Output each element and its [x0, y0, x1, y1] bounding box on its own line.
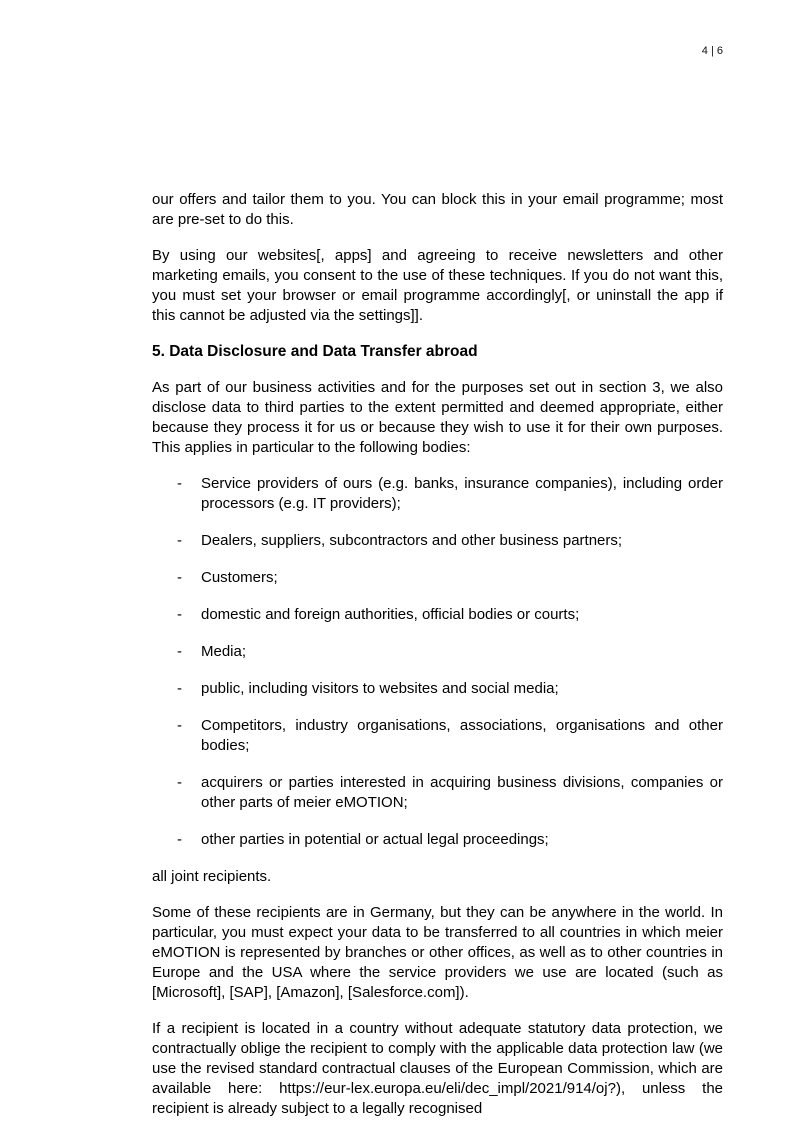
dash-bullet-marker: -	[177, 680, 182, 697]
dash-bullet-marker: -	[177, 831, 182, 848]
list-item	[152, 474, 723, 514]
list-item-text: public, including visitors to websites and social media;	[201, 680, 559, 697]
dash-bullet-marker: -	[177, 475, 182, 492]
page-number: 4 | 6	[701, 45, 723, 57]
list-item	[152, 605, 723, 625]
dash-bullet-marker: -	[177, 606, 182, 623]
paragraph-email-tracking: our offers and tailor them to you. You can block this in your email programme; most are pre-set to do this.	[152, 191, 723, 228]
recipient-list	[152, 474, 723, 850]
list-item	[152, 773, 723, 813]
list-item	[152, 568, 723, 588]
document-content	[152, 190, 723, 1135]
list-item	[152, 531, 723, 551]
list-item	[152, 716, 723, 756]
list-item-text: Customers;	[201, 569, 278, 586]
paragraph-disclosure-intro: As part of our business activities and for the purposes set out in section 3, we also disclose data to third parties to the extent permitted and deemed appropriate, either because they process it for us or because they wish to use it for their own purposes. This applies in particular to the following bodies:	[152, 379, 723, 456]
dash-bullet-marker: -	[177, 774, 182, 791]
paragraph-all-joint-recipients: all joint recipients.	[152, 868, 272, 885]
dash-bullet-marker: -	[177, 532, 182, 549]
list-item-text: Service providers of ours (e.g. banks, insurance companies), including order processors (e.g. IT providers);	[201, 475, 723, 512]
dash-bullet-marker: -	[177, 643, 182, 660]
list-item-text: Dealers, suppliers, subcontractors and other business partners;	[201, 532, 623, 549]
list-item-text: acquirers or parties interested in acquiring business divisions, companies or other parts of meier eMOTION;	[201, 774, 723, 811]
list-item-text: Competitors, industry organisations, associations, organisations and other bodies;	[201, 717, 723, 754]
list-item	[152, 679, 723, 699]
list-item-text: Media;	[201, 643, 247, 660]
dash-bullet-marker: -	[177, 569, 182, 586]
list-item	[152, 642, 723, 662]
list-item	[152, 830, 723, 850]
list-item-text: other parties in potential or actual legal proceedings;	[201, 831, 549, 848]
paragraph-data-protection-clauses: If a recipient is located in a country without adequate statutory data protection, we contractually oblige the recipient to comply with the applicable data protection law (we use the revised standard contractual clauses of the European Commission, which are available here: https://eur-lex.europa.eu/eli/dec_impl/2021/914/oj?), unless the recipient is already subject to a legally recognised	[152, 1020, 723, 1117]
paragraph-recipient-locations: Some of these recipients are in Germany, but they can be anywhere in the world. In particular, you must expect your data to be transferred to all countries in which meier eMOTION is represented by branches or other offices, as well as to other countries in Europe and the USA where the service providers we use are located (such as [Microsoft], [SAP], [Amazon], [Salesforce.com]).	[152, 904, 723, 1001]
dash-bullet-marker: -	[177, 717, 182, 734]
list-item-text: domestic and foreign authorities, official bodies or courts;	[201, 606, 580, 623]
paragraph-consent: By using our websites[, apps] and agreeing to receive newsletters and other marketing emails, you consent to the use of these techniques. If you do not want this, you must set your browser or email programme accordingly[, or uninstall the app if this cannot be adjusted via the settings]].	[152, 247, 723, 324]
section-heading: 5. Data Disclosure and Data Transfer abroad	[152, 343, 478, 360]
